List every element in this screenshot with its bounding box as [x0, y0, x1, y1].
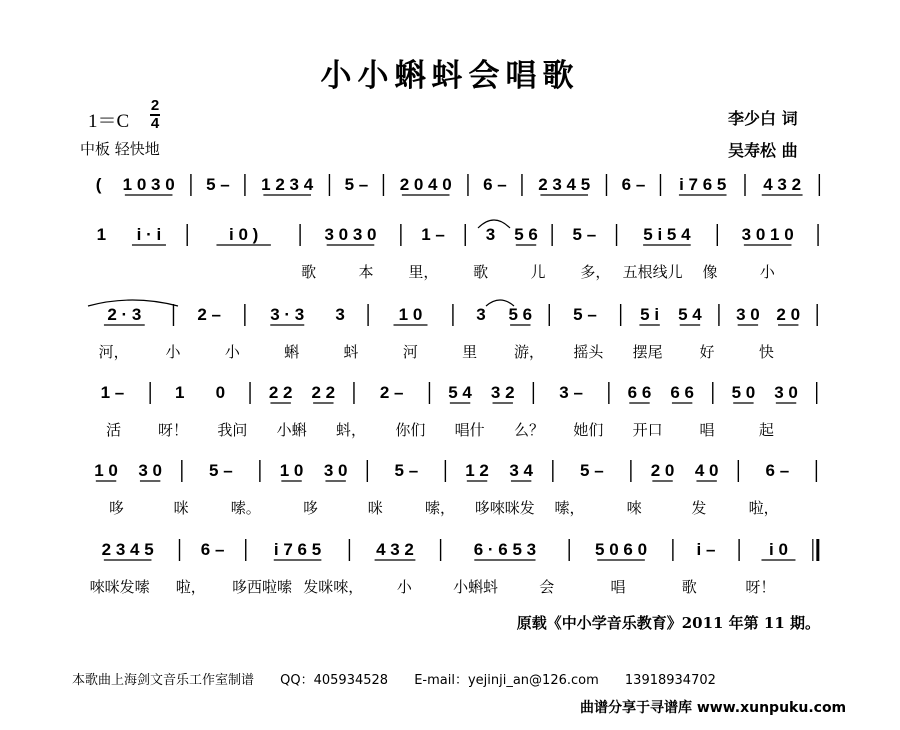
- lyric-word: 么？: [513, 421, 545, 439]
- note-group: 6 6: [627, 383, 652, 402]
- note-group: 5 –: [394, 461, 419, 480]
- footer: [72, 669, 738, 688]
- score-lines: [88, 174, 819, 596]
- lyric-word: 本: [358, 263, 374, 281]
- note-group: (: [95, 175, 102, 194]
- lyric-word: 摇头: [573, 343, 604, 361]
- note-group: 3 4: [509, 461, 533, 480]
- note-group: 1 0: [94, 461, 118, 480]
- note-group: i 0: [769, 540, 788, 559]
- note-group: 4 3 2: [376, 540, 414, 559]
- note-group: 2 0: [650, 461, 675, 480]
- lyric-word: 哆唻咪发: [474, 499, 535, 517]
- note-group: 3 0: [736, 305, 760, 324]
- lyric-word: 啦，: [175, 578, 206, 596]
- lyric-word: 小: [396, 578, 412, 596]
- lyric-word: 她们: [573, 421, 604, 439]
- lyric-word: 开口: [632, 421, 663, 439]
- note-group: 1 0: [279, 461, 304, 480]
- note-group: i 7 6 5: [273, 540, 322, 559]
- note-group: 3: [335, 305, 345, 324]
- note-group: 2 3 4 5: [101, 540, 154, 559]
- note-group: 2 –: [379, 383, 404, 402]
- lyric-word: 小: [165, 343, 181, 361]
- lyric-word: 咪: [173, 499, 189, 517]
- lyric-word: 蝌: [284, 343, 300, 361]
- note-group: 5 –: [573, 305, 597, 324]
- lyric-word: 五根线儿: [622, 263, 683, 281]
- lyric-word: 摆尾: [632, 343, 663, 361]
- key-signature: 1＝C: [88, 111, 130, 132]
- lyric-word: 唻咪发嗦: [89, 578, 150, 596]
- note-group: 2 3 4 5: [538, 175, 591, 194]
- note-group: 1 0 3 0: [122, 175, 175, 194]
- note-group: 0: [215, 383, 226, 402]
- lyric-word: 河，: [98, 343, 129, 361]
- lyric-word: 游，: [513, 343, 545, 361]
- lyric-word: 会: [539, 578, 555, 596]
- time-signature-top: 2: [150, 97, 160, 114]
- note-group: 5 –: [344, 175, 369, 194]
- lyric-word: 发咪唻，: [303, 578, 364, 596]
- note-group: 6 –: [483, 175, 507, 194]
- lyric-word: 里: [462, 343, 478, 361]
- note-group: i –: [696, 540, 716, 559]
- note-group: 3: [485, 225, 496, 244]
- note-group: 5 –: [572, 225, 597, 244]
- lyric-word: 啦，: [748, 499, 779, 517]
- lyric-word: 河: [402, 343, 418, 361]
- footer-qq: QQ：405934528: [280, 673, 389, 688]
- lyric-word: 发: [691, 499, 707, 517]
- lyric-word: 活: [106, 421, 122, 439]
- lyric-word: 快: [758, 343, 774, 361]
- lyricist-credit: 李少白 词: [728, 109, 798, 128]
- note-group: 3: [476, 305, 486, 324]
- note-group: 5 i 5 4: [643, 225, 691, 244]
- note-group: 5 i: [640, 305, 660, 324]
- share-text[interactable]: 曲谱分享于寻谱库 www.xunpuku.com: [580, 700, 847, 716]
- note-group: 4 3 2: [763, 175, 802, 194]
- note-group: 3 0: [774, 383, 798, 402]
- footer-email[interactable]: E-mail：yejinji_an@126.com: [414, 673, 599, 688]
- note-group: 5 0 6 0: [595, 540, 648, 559]
- note-group: 6 –: [765, 461, 790, 480]
- lyric-word: 嗦，: [424, 499, 456, 517]
- note-group: 5 0: [731, 383, 756, 402]
- lyric-word: 哆西啦嗦: [231, 578, 293, 596]
- note-group: i · i: [136, 225, 162, 244]
- lyric-word: 小蝌蚪: [453, 578, 499, 596]
- note-group: 5 4: [448, 383, 472, 402]
- note-group: 3 0: [138, 461, 162, 480]
- note-group: 2 · 3: [107, 305, 142, 324]
- footer-phone: 13918934702: [624, 673, 716, 688]
- lyric-word: 里，: [408, 263, 439, 281]
- note-group: 2 2: [311, 383, 336, 402]
- note-group: 5 –: [209, 461, 233, 480]
- note-group: i 0 ): [229, 225, 259, 244]
- lyric-word: 蚪: [343, 343, 359, 361]
- note-group: 1: [175, 383, 185, 402]
- lyric-word: 唱: [610, 578, 626, 596]
- note-group: 1 –: [100, 383, 125, 402]
- lyric-word: 咪: [367, 499, 383, 517]
- lyric-word: 你们: [395, 421, 426, 439]
- lyric-word: 唱什: [454, 421, 485, 439]
- time-signature-bottom: 4: [150, 115, 160, 132]
- note-group: 6 · 6 5 3: [473, 540, 537, 559]
- note-group: 3 –: [559, 383, 583, 402]
- lyric-word: 儿: [530, 263, 546, 281]
- source-note: 原载《中小学音乐教育》2011 年第 11 期。: [516, 614, 820, 632]
- lyric-word: 蚪，: [335, 421, 367, 439]
- note-group: 6 6: [670, 383, 694, 402]
- lyric-word: 呀！: [745, 578, 776, 596]
- note-group: 5 –: [206, 175, 230, 194]
- note-group: 6 –: [200, 540, 225, 559]
- note-group: i 7 6 5: [679, 175, 727, 194]
- lyric-word: 好: [699, 343, 715, 361]
- note-group: 2 0 4 0: [399, 175, 452, 194]
- lyric-word: 哆: [108, 499, 124, 517]
- lyric-word: 哆: [303, 499, 319, 517]
- note-group: 6 –: [621, 175, 646, 194]
- note-group: 1 0: [398, 305, 423, 324]
- note-group: 1 2: [465, 461, 489, 480]
- note-group: 3 · 3: [270, 305, 305, 324]
- note-group: 4 0: [694, 461, 719, 480]
- lyric-word: 起: [758, 421, 774, 439]
- note-group: 2 –: [197, 305, 221, 324]
- note-group: 5 4: [678, 305, 702, 324]
- footer-studio: 本歌曲上海剑文音乐工作室制谱: [72, 673, 255, 688]
- lyric-word: 像: [702, 263, 718, 281]
- lyric-word: 小: [224, 343, 240, 361]
- note-group: 1 2 3 4: [261, 175, 314, 194]
- note-group: 3 2: [490, 383, 515, 402]
- song-title: 小小蝌蚪会唱歌: [320, 58, 580, 94]
- lyric-word: 歌: [681, 578, 697, 596]
- note-group: 3 0 1 0: [741, 225, 794, 244]
- lyric-word: 呀！: [157, 421, 189, 439]
- lyric-word: 小蝌: [276, 421, 307, 439]
- note-group: 2 2: [268, 383, 293, 402]
- lyric-word: 嗦。: [230, 499, 261, 517]
- note-group: 5 6: [508, 305, 533, 324]
- note-group: 3 0: [323, 461, 348, 480]
- note-group: 5 6: [514, 225, 538, 244]
- note-group: 5 –: [580, 461, 604, 480]
- lyric-word: 小: [759, 263, 775, 281]
- lyric-word: 唱: [699, 421, 715, 439]
- composer-credit: 吴寿松 曲: [728, 141, 798, 160]
- note-group: 1: [96, 225, 107, 244]
- lyric-word: 唻: [626, 499, 642, 517]
- lyric-word: 嗦，: [554, 499, 585, 517]
- lyric-word: 歌: [473, 263, 489, 281]
- note-group: 1 –: [421, 225, 445, 244]
- note-group: 3 0 3 0: [324, 225, 377, 244]
- lyric-word: 多，: [580, 263, 611, 281]
- note-group: 2 0: [776, 305, 801, 324]
- lyric-word: 我问: [217, 421, 248, 439]
- lyric-word: 歌: [301, 263, 317, 281]
- tempo-marking: 中板 轻快地: [80, 140, 160, 158]
